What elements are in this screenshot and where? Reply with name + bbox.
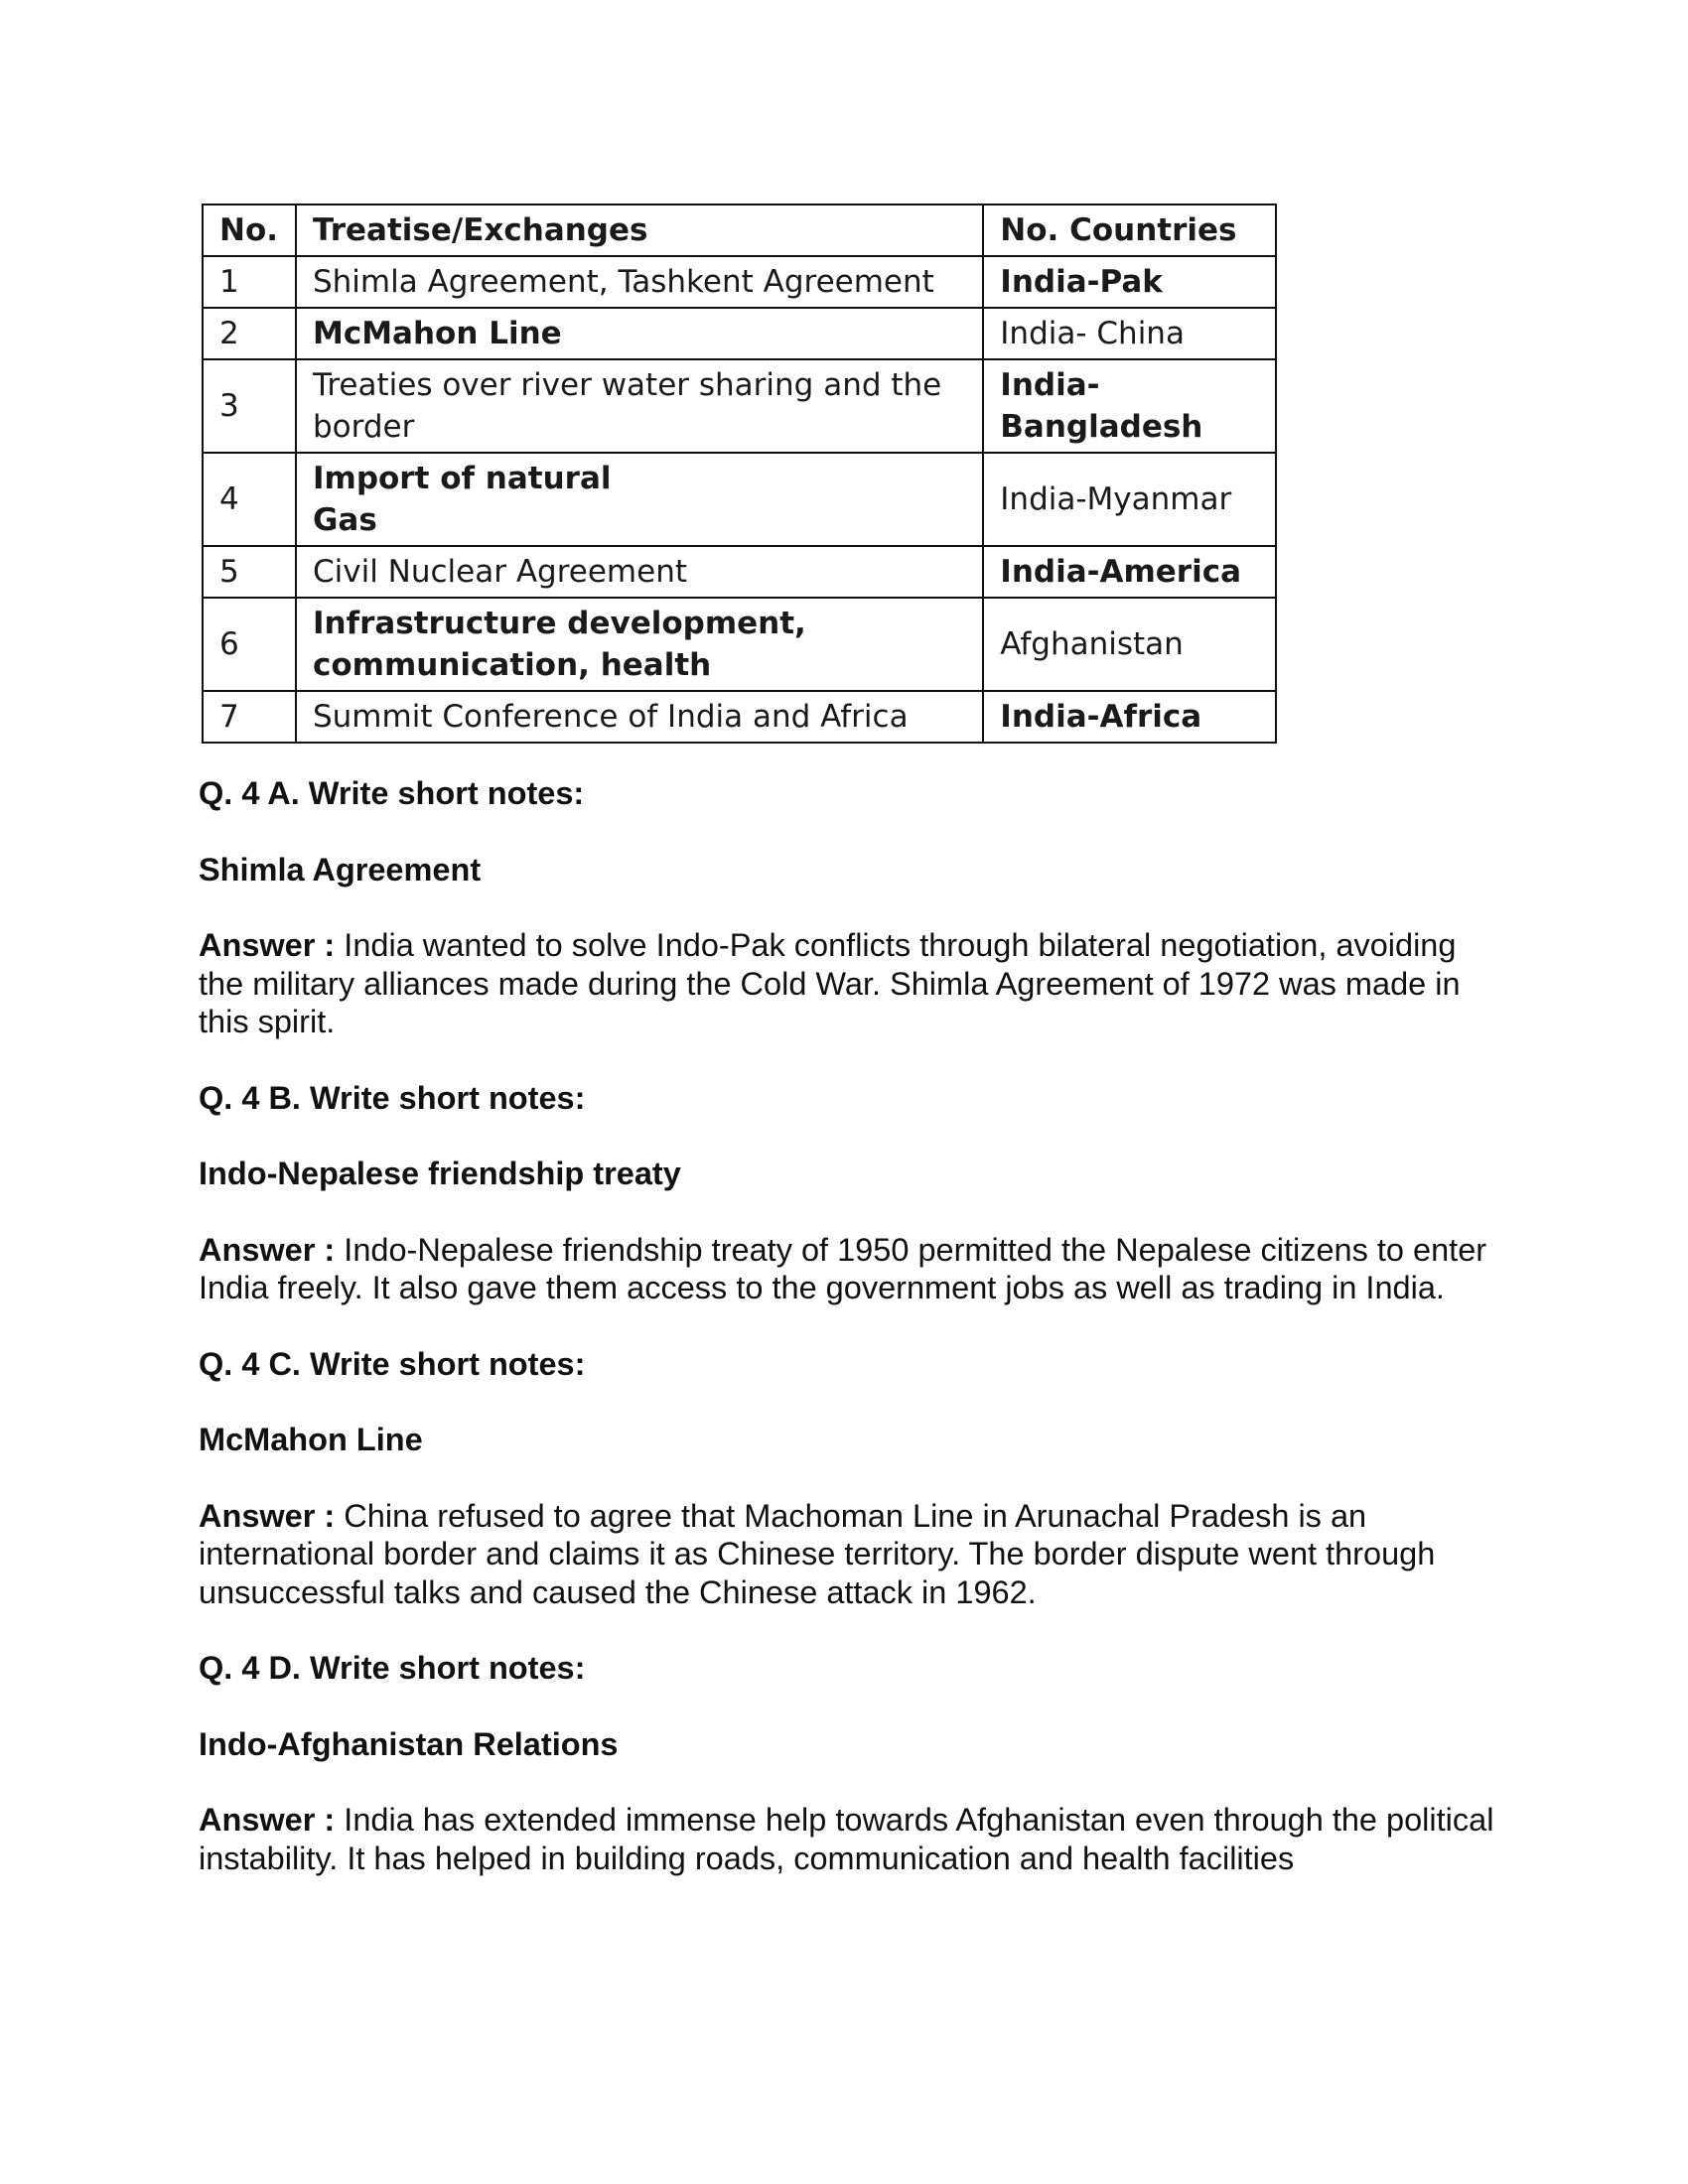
- header-treaty: Treatise/Exchanges: [296, 205, 983, 256]
- row-number: 4: [203, 453, 296, 546]
- row-treaty: McMahon Line: [296, 308, 983, 359]
- table-row: [203, 598, 1276, 691]
- answer-paragraph: [199, 926, 1499, 1041]
- note-4d: [199, 1649, 1499, 1877]
- answer-label: Answer :: [199, 927, 336, 963]
- answer-text: Indo-Nepalese friendship treaty of 1950 permitted the Nepalese citizens to enter India freely. It also gave them access to the government jobs as well as trading in India.: [199, 1231, 1487, 1305]
- row-treaty-line-2: Gas: [312, 502, 377, 538]
- row-treaty-line-1: Import of natural: [312, 461, 612, 496]
- row-number: 5: [203, 546, 296, 598]
- row-countries: India-Myanmar: [983, 453, 1276, 546]
- note-topic: McMahon Line: [199, 1422, 423, 1457]
- row-countries: [983, 359, 1276, 453]
- row-number: 7: [203, 691, 296, 743]
- row-countries: Afghanistan: [983, 598, 1276, 691]
- table-header-row: [203, 205, 1276, 256]
- header-no: No.: [203, 205, 296, 256]
- question-heading: Q. 4 B. Write short notes:: [199, 1079, 586, 1116]
- treaties-table: [202, 204, 1277, 744]
- row-countries: India- China: [983, 308, 1276, 359]
- row-countries: India-Africa: [983, 691, 1276, 743]
- answer-label: Answer :: [199, 1231, 336, 1268]
- row-number: 3: [203, 359, 296, 453]
- note-4b: [199, 1079, 1499, 1307]
- answer-paragraph: [199, 1231, 1499, 1307]
- table-row: [203, 256, 1276, 308]
- row-treaty: Shimla Agreement, Tashkent Agreement: [296, 256, 983, 308]
- row-treaty: Civil Nuclear Agreement: [296, 546, 983, 598]
- row-number: 2: [203, 308, 296, 359]
- answer-text: India has extended immense help towards Afghanistan even through the political instability. It has helped in building roads, communication and health facilities: [199, 1802, 1494, 1876]
- table-row: [203, 453, 1276, 546]
- short-notes-section: [199, 774, 1499, 1915]
- note-topic: Indo-Nepalese friendship treaty: [199, 1156, 681, 1191]
- question-heading: Q. 4 C. Write short notes:: [199, 1345, 586, 1382]
- row-countries: India-America: [983, 546, 1276, 598]
- table-row: [203, 359, 1276, 453]
- table-row: [203, 691, 1276, 743]
- note-4c: [199, 1345, 1499, 1612]
- row-treaty: Summit Conference of India and Africa: [296, 691, 983, 743]
- row-countries-line-1: India-: [1000, 367, 1100, 403]
- answer-label: Answer :: [199, 1802, 336, 1838]
- answer-paragraph: [199, 1801, 1499, 1877]
- answer-paragraph: [199, 1497, 1499, 1612]
- row-number: 1: [203, 256, 296, 308]
- row-countries-line-2: Bangladesh: [1000, 409, 1203, 445]
- answer-label: Answer :: [199, 1497, 336, 1534]
- note-4a: [199, 774, 1499, 1041]
- table-row: [203, 308, 1276, 359]
- note-topic: Indo-Afghanistan Relations: [199, 1725, 619, 1762]
- table-row: [203, 546, 1276, 598]
- row-countries: India-Pak: [983, 256, 1276, 308]
- row-treaty: [296, 453, 983, 546]
- answer-text: China refused to agree that Machoman Line in Arunachal Pradesh is an international border and claims it as Chinese territory. The border dispute went through unsuccessful talks and caused the Chinese attack in 1962.: [199, 1497, 1436, 1610]
- row-treaty: Treaties over river water sharing and the border: [296, 359, 983, 453]
- header-countries: No. Countries: [983, 205, 1276, 256]
- answer-text: India wanted to solve Indo-Pak conflicts through bilateral negotiation, avoiding the military alliances made during the Cold War. Shimla Agreement of 1972 was made in this spirit.: [199, 927, 1461, 1039]
- note-topic: Shimla Agreement: [199, 851, 482, 887]
- row-treaty: Infrastructure development, communication, health: [296, 598, 983, 691]
- question-heading: Q. 4 D. Write short notes:: [199, 1650, 586, 1686]
- question-heading: Q. 4 A. Write short notes:: [199, 775, 585, 811]
- row-number: 6: [203, 598, 296, 691]
